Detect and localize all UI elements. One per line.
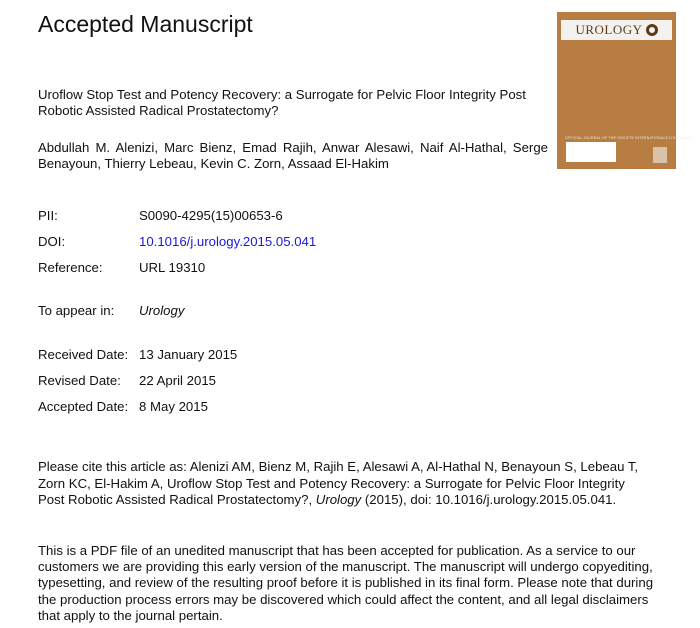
article-title: Uroflow Stop Test and Potency Recovery: a Surrogate for Pelvic Floor Integrity Post Robotic Assisted Radical Prostatectomy? — [38, 87, 526, 118]
page-heading: Accepted Manuscript — [38, 11, 253, 37]
revised-date-value: 22 April 2015 — [139, 373, 216, 388]
citation-text-start: Please cite this article as: Alenizi AM, Bienz M, Rajih E, Alesawi A, Al-Hathal N, Benayoun S, Lebeau T, Zorn KC, El-Hakim A, Uroflow Stop Test and Potency Recovery: a Surrogate for Pelvic Floor Integrity Post Robotic Assisted Radical Prostatectomy?, — [38, 459, 639, 507]
publisher-logo-icon — [653, 147, 667, 163]
citation-paragraph — [38, 459, 650, 509]
cover-white-box — [566, 142, 616, 162]
received-date-value: 13 January 2015 — [139, 347, 238, 362]
accepted-date-value: 8 May 2015 — [139, 399, 208, 414]
reference-label: Reference: — [38, 260, 103, 275]
article-authors: Abdullah M. Alenizi, Marc Bienz, Emad Rajih, Anwar Alesawi, Naif Al-Hathal, Serge Benayoun, Thierry Lebeau, Kevin C. Zorn, Assaad El-Hakim — [38, 140, 548, 171]
cover-subtitle: OFFICIAL JOURNAL OF THE SOCIETE INTERNATIONALE D'UROLOGIE — [565, 136, 693, 140]
appear-in-label: To appear in: — [38, 303, 115, 318]
cover-title-band — [561, 20, 672, 40]
disclaimer-paragraph: This is a PDF file of an unedited manuscript that has been accepted for publication. As a service to our customers we are providing this early version of the manuscript. The manuscript will undergo copyediting, typesetting, and review of the resulting proof before it is published in its final form. Please note that during the production process errors may be discovered which could affect the content, and all legal disclaimers that apply to the journal pertain. — [38, 543, 654, 623]
received-date-label: Received Date: — [38, 347, 129, 362]
pii-label: PII: — [38, 208, 58, 223]
revised-date-label: Revised Date: — [38, 373, 121, 388]
journal-cover-image — [557, 12, 693, 169]
doi-label: DOI: — [38, 234, 66, 249]
pii-value: S0090-4295(15)00653-6 — [139, 208, 283, 223]
citation-text-end: (2015), doi: 10.1016/j.urology.2015.05.041. — [361, 492, 617, 507]
accepted-date-label: Accepted Date: — [38, 399, 129, 414]
journal-seal-icon — [646, 24, 658, 36]
doi-link[interactable]: 10.1016/j.urology.2015.05.041 — [139, 234, 317, 249]
appear-in-journal: Urology — [139, 303, 185, 318]
cover-journal-name: UROLOGY — [575, 22, 643, 37]
reference-value: URL 19310 — [139, 260, 206, 275]
citation-journal: Urology — [315, 492, 362, 507]
